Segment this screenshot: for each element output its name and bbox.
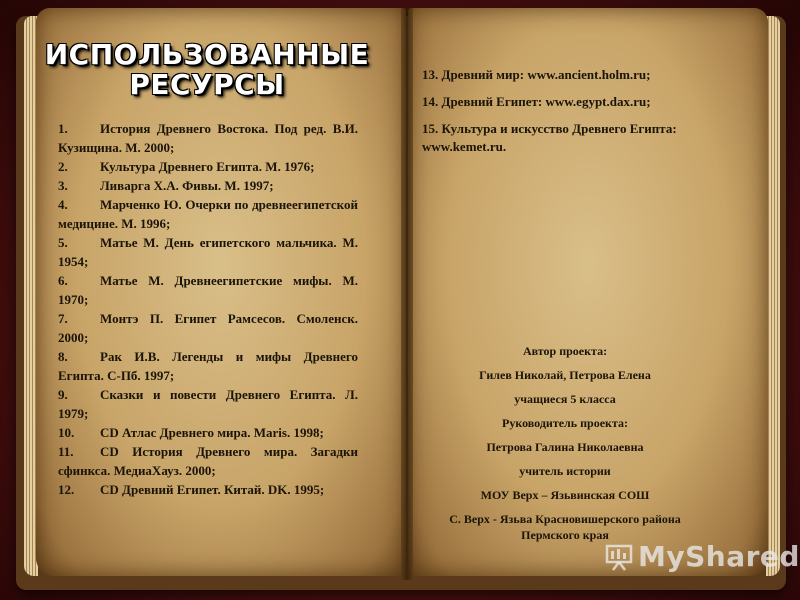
reference-number: 10.: [58, 425, 75, 440]
reference-number: 3.: [58, 178, 68, 193]
reference-number: 1.: [58, 121, 68, 136]
reference-text: CD Древний Египет. Китай. DK. 1995;: [100, 482, 325, 497]
reference-item: 14. Древний Египет: www.egypt.dax.ru;: [422, 94, 651, 109]
reference-text: Культура Древнего Египта. М. 1976;: [100, 159, 315, 174]
presentation-icon: [604, 542, 634, 572]
watermark-text: MyShared: [638, 540, 800, 573]
reference-item: [58, 442, 358, 480]
title-line-2: РЕСУРСЫ: [129, 68, 285, 101]
reference-number: 9.: [58, 387, 68, 402]
reference-item: [58, 119, 358, 157]
reference-item: 13. Древний мир: www.ancient.holm.ru;: [422, 67, 651, 82]
reference-list-left: [58, 119, 358, 499]
reference-text: CD История Древнего мира. Загадки сфинкса. МедиаХауз. 2000;: [58, 444, 358, 478]
reference-text: Рак И.В. Легенды и мифы Древнего Египта. С-Пб. 1997;: [58, 349, 358, 383]
reference-number: 8.: [58, 349, 68, 364]
reference-text: CD Атлас Древнего мира. Maris. 1998;: [100, 425, 324, 440]
reference-text: Марченко Ю. Очерки по древнеегипетской медицине. М. 1996;: [58, 197, 358, 231]
reference-text: Матье М. День египетского мальчика. М. 1954;: [58, 235, 358, 269]
school-name: МОУ Верх – Язьвинская СОШ: [480, 488, 650, 502]
reference-text: Ливарга Х.А. Фивы. М. 1997;: [100, 178, 274, 193]
watermark-logo: [604, 538, 800, 578]
reference-number: 5.: [58, 235, 68, 250]
reference-number: 7.: [58, 311, 68, 326]
reference-item: [58, 480, 358, 499]
reference-text: История Древнего Востока. Под ред. В.И. Кузищина. М. 2000;: [58, 121, 358, 155]
reference-item: [58, 309, 358, 347]
leader-name: Петрова Галина Николаевна: [486, 440, 644, 454]
reference-text: Монтэ П. Египет Рамсесов. Смоленск. 2000;: [58, 311, 358, 345]
author-label: Автор проекта:: [522, 344, 608, 358]
author-names: Гилев Николай, Петрова Елена: [479, 368, 651, 382]
reference-item: [58, 176, 358, 195]
title-line-1: ИСПОЛЬЗОВАННЫЕ: [44, 38, 370, 71]
leader-label: Руководитель проекта:: [502, 416, 628, 430]
reference-number: 4.: [58, 197, 68, 212]
reference-list-right: [422, 66, 722, 165]
reference-text: Сказки и повести Древнего Египта. Л. 1979;: [58, 387, 358, 421]
reference-item: [58, 385, 358, 423]
page-title: [42, 40, 372, 100]
reference-number: 11.: [58, 444, 74, 459]
reference-item: [58, 233, 358, 271]
reference-item: [58, 347, 358, 385]
reference-number: 6.: [58, 273, 68, 288]
book-spine: [401, 8, 413, 580]
reference-number: 12.: [58, 482, 75, 497]
reference-item: [58, 271, 358, 309]
reference-item: [58, 195, 358, 233]
school-location: С. Верх - Язьва Красновишерского района Пермского края: [449, 512, 681, 542]
page-edges-right: [766, 16, 780, 576]
reference-item: 15. Культура и искусство Древнего Египта: www.kemet.ru.: [422, 121, 677, 154]
reference-item: [58, 157, 358, 176]
reference-item: [58, 423, 358, 442]
reference-text: Матье М. Древнеегипетские мифы. М. 1970;: [58, 273, 358, 307]
reference-number: 2.: [58, 159, 68, 174]
project-credits: [445, 343, 685, 543]
leader-role: учитель истории: [519, 464, 611, 478]
author-class: учащиеся 5 класса: [514, 392, 616, 406]
